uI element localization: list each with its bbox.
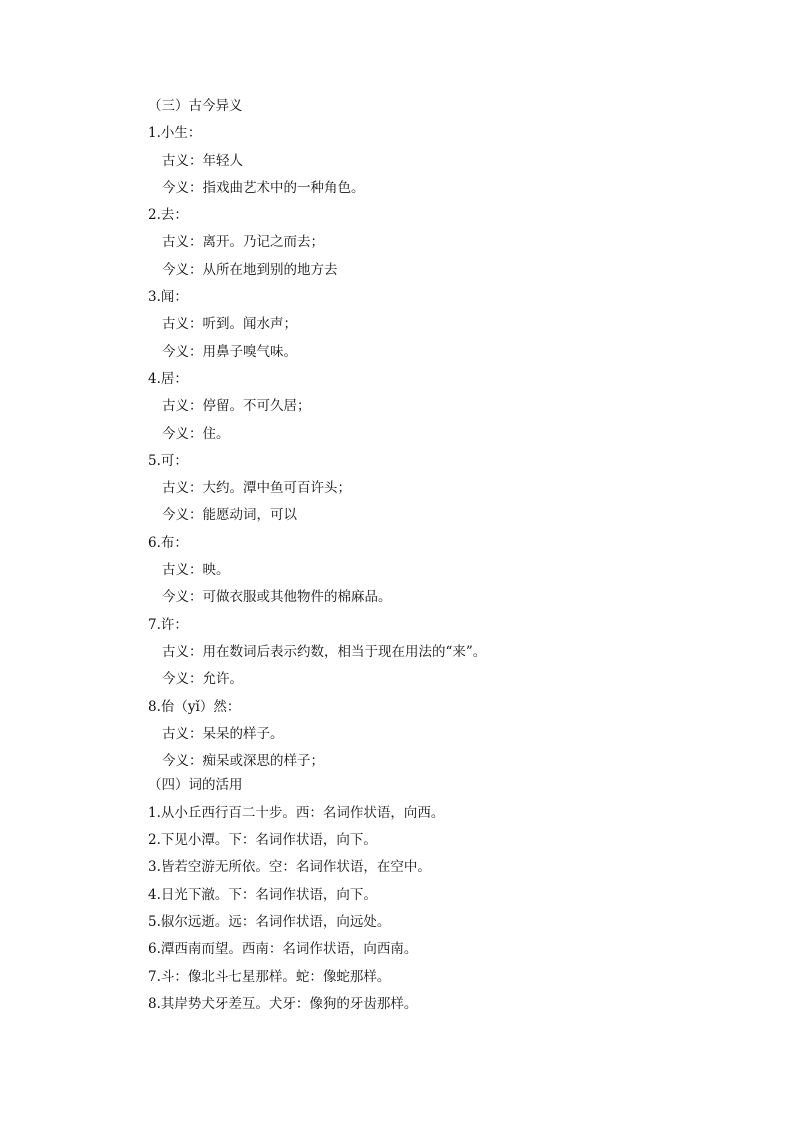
- modern-meaning: 今义：痴呆或深思的样子；: [162, 753, 324, 770]
- usage-item: 7.斗：像北斗七星那样。蛇：像蛇那样。: [148, 968, 391, 985]
- entry-heading: 1.小生：: [148, 125, 202, 142]
- entry-heading: 2.去：: [148, 207, 188, 224]
- meaning-entry: [148, 120, 708, 202]
- modern-meaning: 今义：可做衣服或其他物件的棉麻品。: [162, 589, 392, 606]
- ancient-meaning: 古义：映。: [162, 562, 230, 579]
- usage-item: 2.下见小潭。下：名词作状语，向下。: [148, 832, 377, 849]
- entry-heading: 4.居：: [148, 370, 188, 387]
- document-body: [148, 93, 708, 1018]
- usage-item: 5.俶尔远逝。远：名词作状语，向远处。: [148, 913, 391, 930]
- usage-item: 8.其岸势犬牙差互。犬牙：像狗的牙齿那样。: [148, 995, 418, 1012]
- usage-item: 3.皆若空游无所依。空：名词作状语，在空中。: [148, 859, 431, 876]
- ancient-meaning: 古义：呆呆的样子。: [162, 725, 284, 742]
- ancient-meaning: 古义：用在数词后表示约数，相当于现在用法的“来”。: [162, 643, 487, 660]
- modern-meaning: 今义：能愿动词，可以: [162, 507, 297, 524]
- usage-item: 1.从小丘西行百二十步。西：名词作状语，向西。: [148, 804, 445, 821]
- meaning-entry: [148, 530, 708, 612]
- entry-heading: 5.可：: [148, 452, 188, 469]
- section-heading-word-usage: （四）词的活用: [148, 777, 243, 794]
- entry-heading: 3.闻：: [148, 289, 188, 306]
- section-heading-ancient-modern-meanings: （三）古今异义: [148, 98, 243, 114]
- ancient-meaning: 古义：大约。潭中鱼可百许头；: [162, 480, 351, 497]
- entry-heading: 7.许：: [148, 616, 188, 633]
- meaning-entry: [148, 694, 708, 776]
- modern-meaning: 今义：用鼻子嗅气味。: [162, 343, 297, 360]
- meaning-entry: [148, 612, 708, 694]
- meaning-entry: [148, 202, 708, 284]
- meaning-entry: [148, 366, 708, 448]
- ancient-meaning: 古义：停留。不可久居；: [162, 398, 311, 415]
- usage-item: 6.潭西南而望。西南：名词作状语，向西南。: [148, 941, 418, 958]
- usage-item: 4.日光下澈。下：名词作状语，向下。: [148, 886, 377, 903]
- ancient-meaning: 古义：年轻人: [162, 152, 243, 169]
- meaning-entry: [148, 448, 708, 530]
- modern-meaning: 今义：指戏曲艺术中的一种角色。: [162, 179, 365, 196]
- entry-heading: 6.布：: [148, 534, 188, 551]
- ancient-meaning: 古义：离开。乃记之而去；: [162, 234, 324, 251]
- entry-heading: 8.佁（yǐ）然：: [148, 698, 241, 715]
- ancient-meaning: 古义：听到。闻水声；: [162, 316, 297, 333]
- modern-meaning: 今义：从所在地到别的地方去: [162, 261, 338, 278]
- modern-meaning: 今义：允许。: [162, 671, 243, 688]
- meaning-entry: [148, 284, 708, 366]
- modern-meaning: 今义：住。: [162, 425, 230, 442]
